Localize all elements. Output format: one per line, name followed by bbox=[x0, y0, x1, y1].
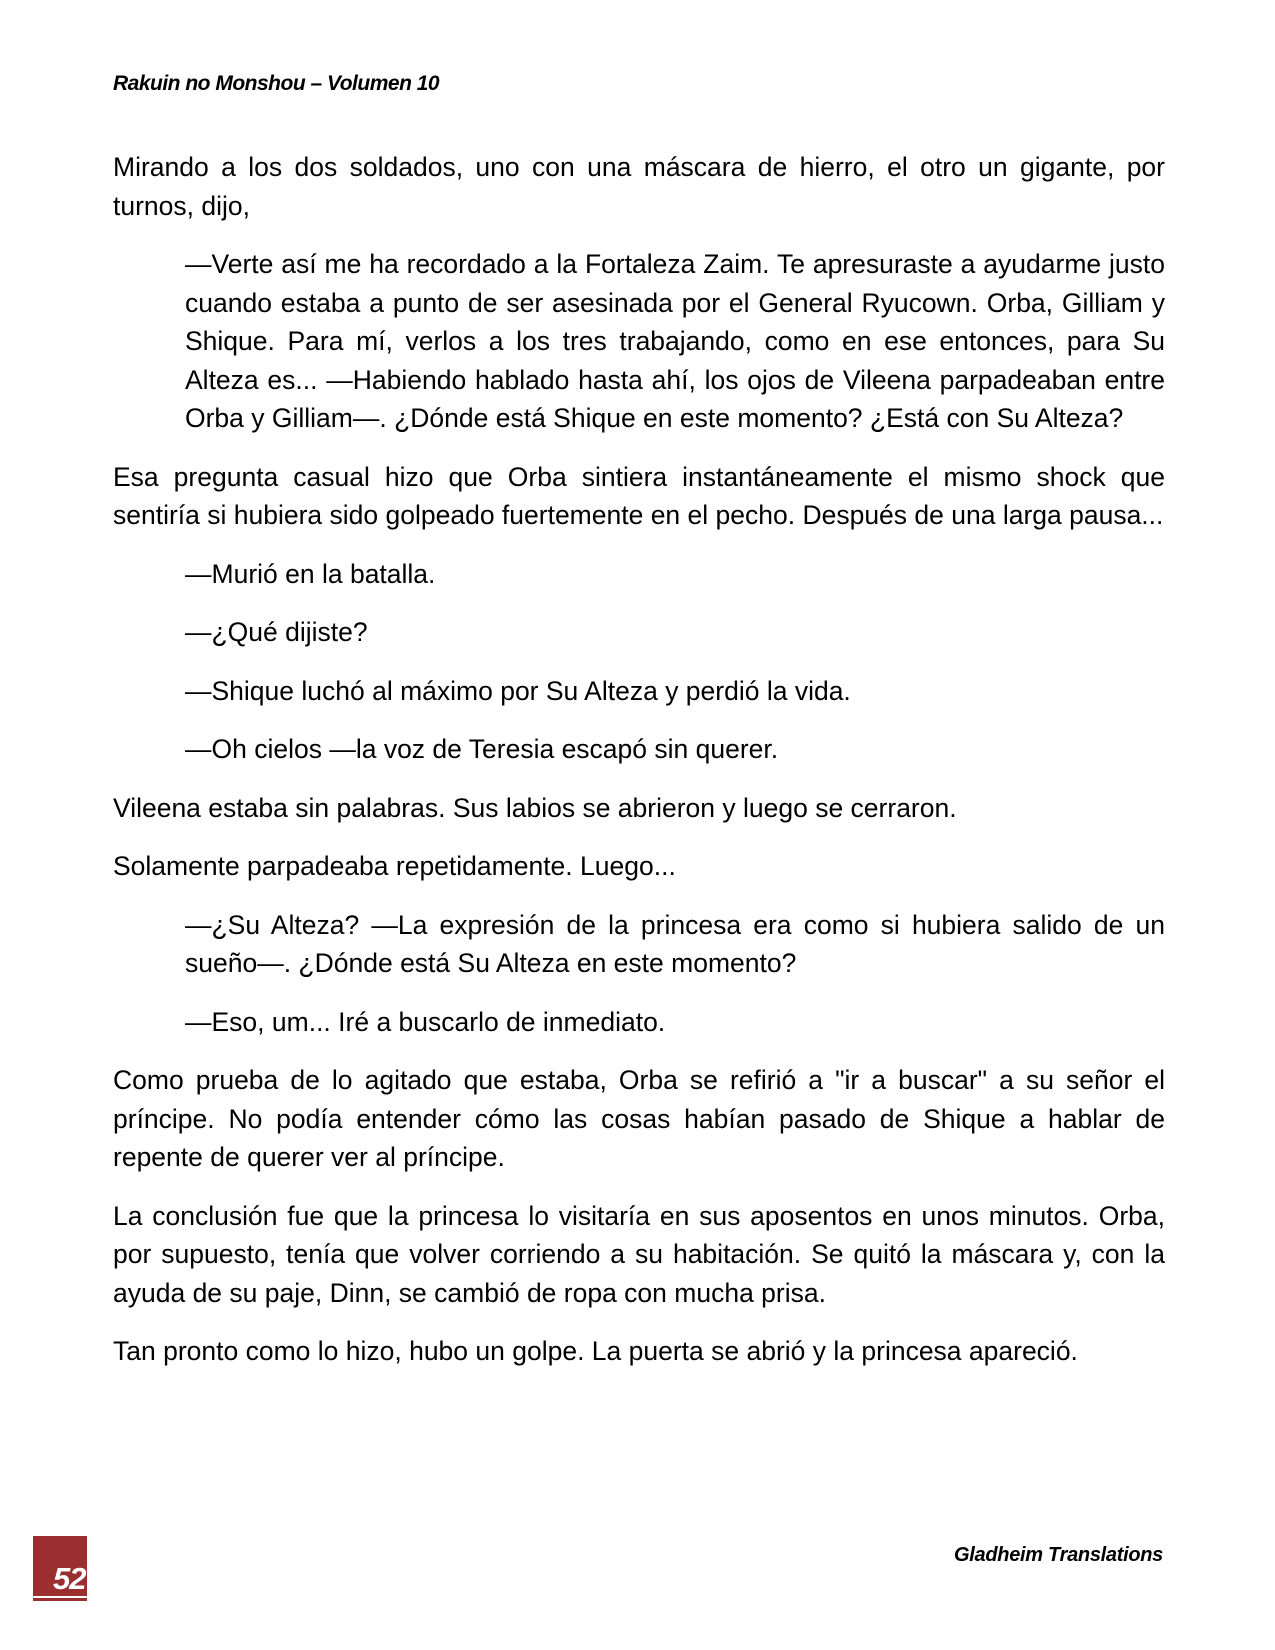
body-text bbox=[113, 148, 1165, 1391]
paragraph-1: Mirando a los dos soldados, uno con una máscara de hierro, el otro un gigante, por turnos, dijo, bbox=[113, 152, 1165, 221]
page-number-underline bbox=[33, 1596, 87, 1598]
paragraph-4: —Murió en la batalla. bbox=[185, 558, 436, 589]
running-header: Rakuin no Monshou – Volumen 10 bbox=[113, 72, 440, 95]
page-number: 52 bbox=[53, 1561, 86, 1596]
paragraph-6: —Shique luchó al máximo por Su Alteza y perdió la vida. bbox=[185, 675, 851, 706]
paragraph-14: Tan pronto como lo hizo, hubo un golpe. La puerta se abrió y la princesa apareció. bbox=[113, 1336, 1078, 1366]
paragraph-3: Esa pregunta casual hizo que Orba sintiera instantáneamente el mismo shock que sentiría si hubiera sido golpeado fuertemente en el pecho. Después de una larga pausa... bbox=[113, 461, 1165, 530]
paragraph-2: —Verte así me ha recordado a la Fortaleza Zaim. Te apresuraste a ayudarme justo cuando estaba a punto de ser asesinada por el General Ryucown. Orba, Gilliam y Shique. Para mí, verlos a los tres trabajando, como en ese entonces, para Su Alteza es... —Habiendo hablado hasta ahí, los ojos de Vileena parpadeaban entre Orba y Gilliam—. ¿Dónde está Shique en este momento? ¿Está con Su Alteza? bbox=[185, 249, 1165, 433]
paragraph-5: —¿Qué dijiste? bbox=[185, 617, 368, 647]
paragraph-12: Como prueba de lo agitado que estaba, Orba se refirió a "ir a buscar" a su señor el príncipe. No podía entender cómo las cosas habían pasado de Shique a hablar de repente de querer ver al príncipe. bbox=[113, 1065, 1165, 1172]
paragraph-11: —Eso, um... Iré a buscarlo de inmediato. bbox=[185, 1006, 666, 1037]
paragraph-8: Vileena estaba sin palabras. Sus labios se abrieron y luego se cerraron. bbox=[113, 792, 957, 823]
paragraph-13: La conclusión fue que la princesa lo visitaría en sus aposentos en unos minutos. Orba, por supuesto, tenía que volver corriendo a su habitación. Se quitó la máscara y, con la ayuda de su paje, Dinn, se cambió de ropa con mucha prisa. bbox=[113, 1200, 1165, 1308]
paragraph-10: —¿Su Alteza? —La expresión de la princesa era como si hubiera salido de un sueño—. ¿Dónde está Su Alteza en este momento? bbox=[185, 909, 1165, 978]
footer-credit: Gladheim Translations bbox=[954, 1544, 1163, 1566]
paragraph-9: Solamente parpadeaba repetidamente. Luego... bbox=[113, 851, 676, 881]
paragraph-7: —Oh cielos —la voz de Teresia escapó sin querer. bbox=[185, 734, 779, 764]
